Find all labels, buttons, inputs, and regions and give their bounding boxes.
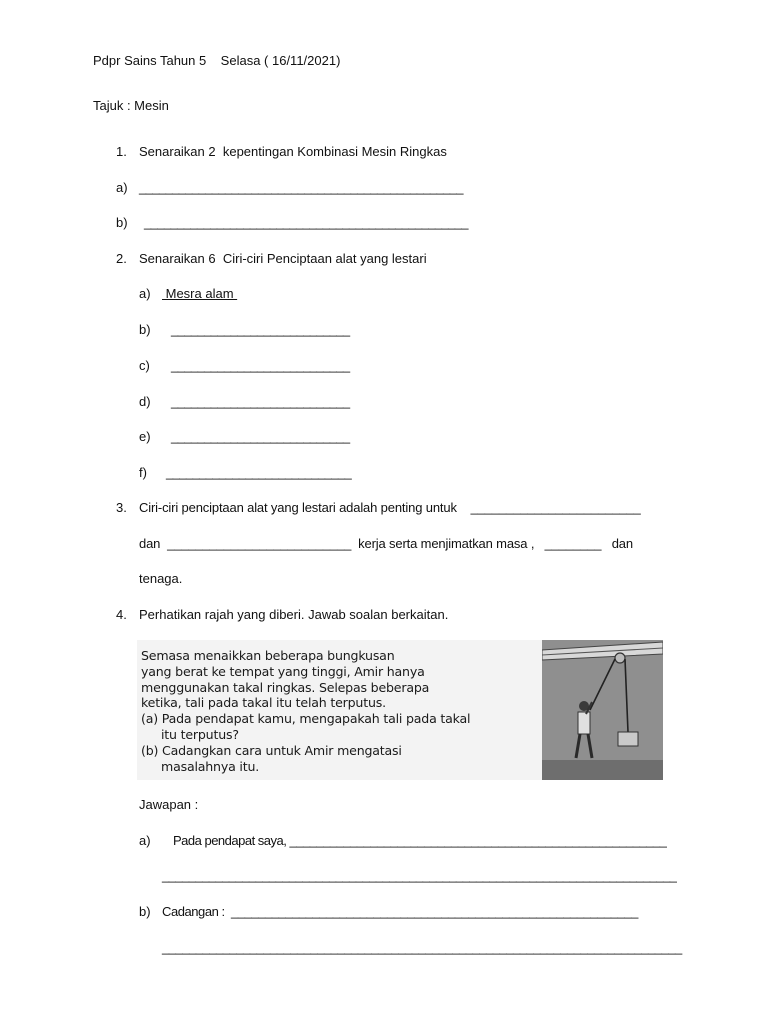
q2-item-a-label: a) (139, 286, 151, 301)
q3-line-3: tenaga. (139, 571, 183, 586)
q2-item-c-answer-line[interactable]: ___________________________ (171, 358, 350, 373)
q2-item-f-label: f) (139, 465, 147, 480)
q3-line-2[interactable]: dan __________________________ kerja serta menjimatkan masa , ________ dan (139, 536, 633, 551)
q2-item-f-answer-line[interactable]: ____________________________ (166, 465, 352, 480)
q3-number: 3. (116, 500, 127, 515)
figure-text-line: (a) Pada pendapat kamu, mengapakah tali pada takal (141, 711, 471, 727)
figure-text-line: ketika, tali pada takal itu telah terputus. (141, 695, 386, 711)
q4-b-answer-line-2[interactable]: _____________________________________________________________________________ (162, 940, 682, 955)
pulley-illustration (542, 640, 663, 780)
q2-item-e-answer-line[interactable]: ___________________________ (171, 429, 350, 444)
q4-b-label: b) (139, 904, 151, 919)
q4-a-answer-line-2[interactable]: _____________________________________________________________________________ (162, 868, 677, 883)
q2-item-b-answer-line[interactable]: ___________________________ (171, 322, 350, 337)
q1-text: Senaraikan 2 kepentingan Kombinasi Mesin Ringkas (139, 144, 447, 159)
figure-text-line: Semasa menaikkan beberapa bungkusan (141, 648, 395, 663)
q2-item-d-answer-line[interactable]: ___________________________ (171, 394, 350, 409)
figure-text-line: (b) Cadangkan cara untuk Amir mengatasi (141, 742, 402, 758)
q2-number: 2. (116, 251, 127, 266)
q2-text: Senaraikan 6 Ciri-ciri Penciptaan alat yang lestari (139, 251, 427, 266)
figure-text-line: masalahnya itu. (161, 758, 260, 774)
figure-caption (141, 648, 536, 774)
question-figure (137, 640, 663, 780)
q4-b-answer[interactable]: Cadangan : ____________________________________________________________ (162, 904, 638, 919)
q4-number: 4. (116, 607, 127, 622)
figure-text-line: yang berat ke tempat yang tinggi, Amir hanya (141, 663, 425, 679)
pulley-drawing (542, 640, 663, 780)
q2-item-d-label: d) (139, 394, 151, 409)
topic-title: Tajuk : Mesin (93, 98, 169, 113)
q2-item-e-label: e) (139, 429, 151, 444)
q4-a-label: a) (139, 833, 151, 848)
q4-a-answer[interactable]: Pada pendapat saya, ________________________________________________________ (173, 833, 667, 848)
figure-text-line: menggunakan takal ringkas. Selepas beberapa (141, 679, 430, 695)
q1-a-answer-line[interactable]: _________________________________________________ (139, 180, 463, 195)
q1-b-label: b) (116, 215, 128, 230)
figure-text-line: itu terputus? (161, 726, 239, 742)
q2-item-a-answer[interactable]: Mesra alam (162, 286, 238, 301)
q1-b-answer-line[interactable]: _________________________________________________ (144, 215, 468, 230)
q2-item-c-label: c) (139, 358, 150, 373)
header-title: Pdpr Sains Tahun 5 Selasa ( 16/11/2021) (93, 53, 341, 68)
q1-a-label: a) (116, 180, 128, 195)
q3-line-1[interactable]: Ciri-ciri penciptaan alat yang lestari adalah penting untuk ________________________ (139, 500, 641, 515)
q2-item-b-label: b) (139, 322, 151, 337)
q4-text: Perhatikan rajah yang diberi. Jawab soalan berkaitan. (139, 607, 449, 622)
q1-number: 1. (116, 144, 127, 159)
answer-label: Jawapan : (139, 797, 199, 812)
